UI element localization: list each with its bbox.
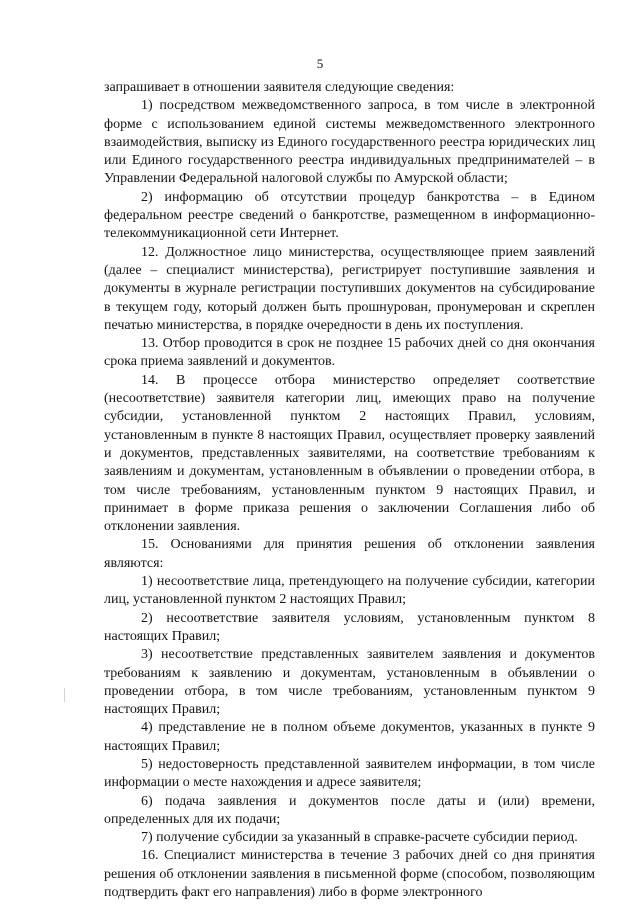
paragraph-15-item-2: 2) несоответствие заявителя условиям, установленным пунктом 8 настоящих Правил;	[104, 610, 595, 644]
paragraph-15: 15. Основаниями для принятия решения об отклонении заявления являются:	[104, 537, 595, 571]
page-number: 5	[316, 56, 324, 71]
paragraph-15-item-1: 1) несоответствие лица, претендующего на получение субсидии, категории лиц, установленной пунктом 2 настоящих Правил;	[104, 574, 595, 608]
paragraph-14: 14. В процессе отбора министерство определяет соответствие (несоответствие) заявителя категории лиц, имеющих право на получение субсидии, установленной пунктом 2 настоящих Правил, условиям, установленным в пункте 8 настоящих Правил, осуществляет проверку заявлений и документов, представленных заявителями, на соответствие требованиям к заявлениям и документам, установленным в объявлении о проведении отбора, в том числе требованиям, установленным пунктом 9 настоящих Правил, и принимает в форме приказа решения о заключении Соглашения либо об отклонении заявления.	[104, 372, 595, 535]
paragraph-15-item-7: 7) получение субсидии за указанный в справке-расчете субсидии период.	[141, 830, 578, 846]
paragraph-15-item-6: 6) подача заявления и документов после даты и (или) времени, определенных для их подачи;	[104, 793, 595, 827]
paragraph-16: 16. Специалист министерства в течение 3 рабочих дней со дня принятия решения об отклонении заявления в письменной форме (способом, позволяющим подтвердить факт его направления) либо в форме электронного	[104, 848, 595, 901]
paragraph-12: 12. Должностное лицо министерства, осуществляющее прием заявлений (далее – специалист министерства), регистрирует поступившие заявления и документы в журнале регистрации поступивших документов на субсидирование в текущем году, который должен быть прошнурован, пронумерован и скреплен печатью министерства, в порядке очередности в день их поступления.	[104, 244, 595, 333]
document-body	[104, 79, 595, 902]
paragraph-15-item-3: 3) несоответствие представленных заявителем заявления и документов требованиям к заявлению и документам, установленным в объявлении о проведении отбора, в том числе требованиям, установленным пунктом 9 настоящих Правил;	[104, 647, 595, 718]
paragraph-item-1-egrul: 1) посредством межведомственного запроса, в том числе в электронной форме с использованием единой системы межведомственного электронного взаимодействия, выписку из Единого государственного реестра юридических лиц или Единого государственного реестра индивидуальных предпринимателей – в Управлении Федеральной налоговой службы по Амурской области;	[104, 98, 595, 187]
paragraph-13: 13. Отбор проводится в срок не позднее 15 рабочих дней со дня окончания срока приема заявлений и документов.	[104, 336, 595, 370]
paragraph-15-item-5: 5) недостоверность представленной заявителем информации, в том числе информации о месте нахождения и адресе заявителя;	[104, 756, 595, 791]
scan-margin-mark	[64, 688, 65, 702]
paragraph-item-2-bankruptcy: 2) информацию об отсутствии процедур банкротства – в Едином федеральном реестре сведений о банкротстве, размещенном в информационно-телекоммуникационной сети Интернет.	[104, 189, 595, 242]
paragraph-15-item-4: 4) представление не в полном объеме документов, указанных в пункте 9 настоящих Правил;	[104, 720, 595, 754]
paragraph-continuation: запрашивает в отношении заявителя следующие сведения:	[104, 80, 455, 95]
